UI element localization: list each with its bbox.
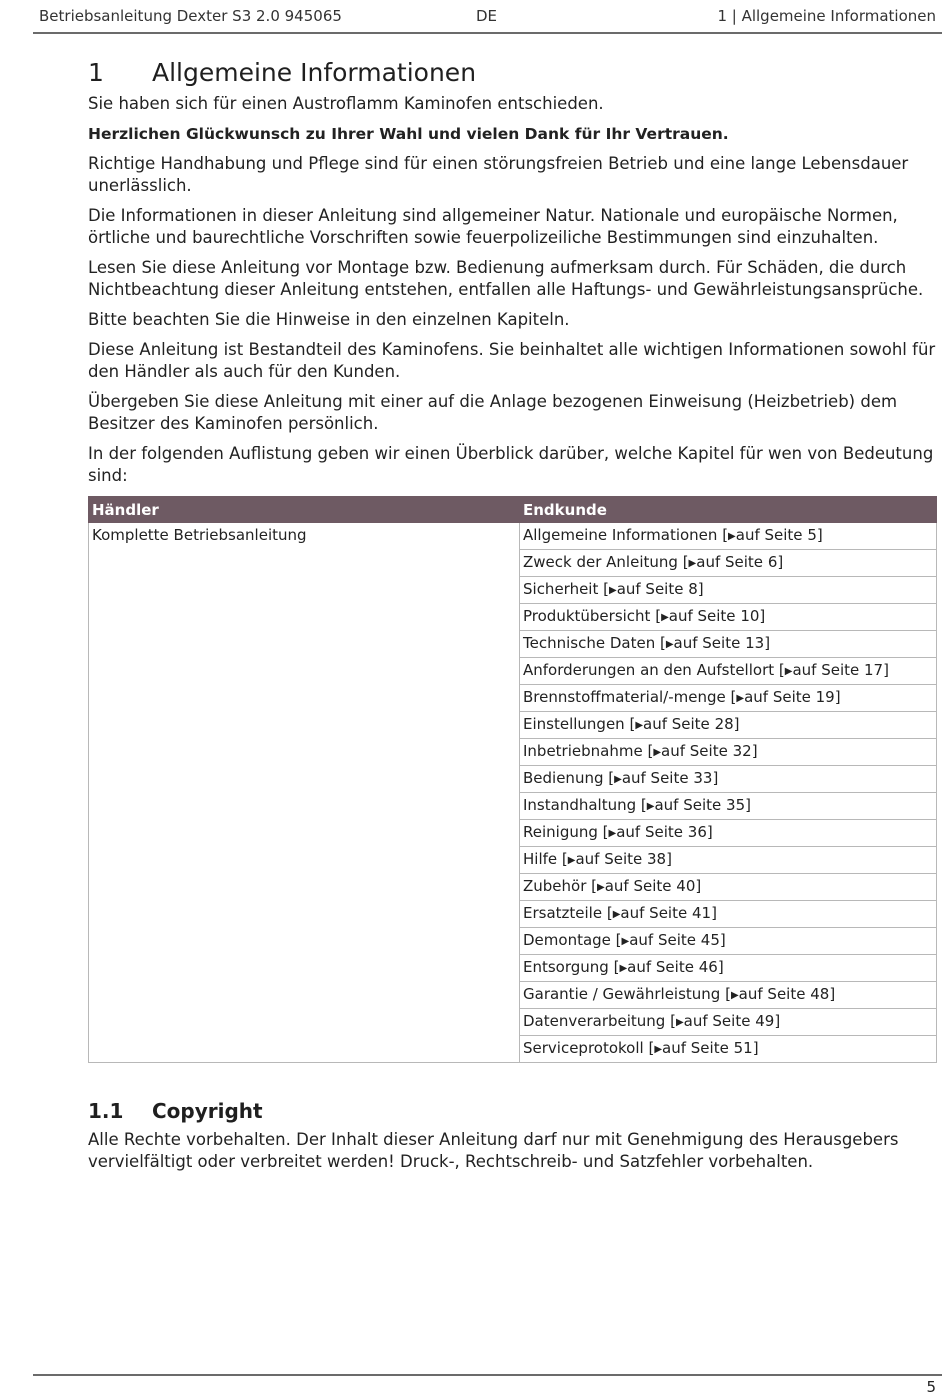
table-row — [89, 523, 937, 550]
bracket-close: ] — [695, 877, 702, 895]
chapter-reference[interactable] — [520, 577, 937, 604]
dealer-cell: Komplette Betriebsanleitung — [89, 523, 520, 1063]
page-ref-prefix: auf Seite — [616, 580, 684, 598]
chapter-name: Hilfe — [523, 850, 558, 868]
page-ref-prefix: auf Seite — [620, 904, 688, 922]
page-ref-prefix: auf Seite — [604, 877, 672, 895]
page-ref-number: 46 — [698, 958, 718, 976]
bracket-open: [ — [610, 931, 622, 949]
read-paragraph: Lesen Sie diese Anleitung vor Montage bzw. Bedienung aufmerksam durch. Für Schäden, die durch Nichtbeachtung dieser Anleitung entstehen, entfallen alle Haftungs- und Gewährleistungsansprüche. — [88, 258, 924, 299]
chapter-name: Reinigung — [523, 823, 598, 841]
link-arrow-icon: ▶ — [665, 639, 674, 650]
page-ref-prefix: auf Seite — [662, 1039, 729, 1057]
link-arrow-icon: ▶ — [784, 666, 793, 677]
page-ref-prefix: auf Seite — [654, 796, 722, 814]
page-ref-prefix: auf Seite — [683, 1012, 751, 1030]
page-ref-prefix: auf Seite — [621, 769, 689, 787]
chapter-reference[interactable] — [520, 658, 937, 685]
subsection-title: Copyright — [152, 1099, 263, 1123]
bracket-close: ] — [719, 931, 726, 949]
page-ref-number: 41 — [691, 904, 712, 922]
bracket-open: [ — [720, 985, 731, 1003]
link-arrow-icon: ▶ — [646, 801, 655, 812]
chapter-reference[interactable] — [520, 847, 937, 874]
link-arrow-icon: ▶ — [597, 882, 605, 893]
bracket-close: ] — [774, 1012, 781, 1030]
bracket-open: [ — [597, 823, 609, 841]
bracket-close: ] — [733, 715, 740, 733]
bracket-close: ] — [697, 580, 704, 598]
section-title: Allgemeine Informationen — [152, 58, 477, 87]
page-ref-number: 45 — [700, 931, 720, 949]
page-ref-prefix: auf Seite — [735, 526, 803, 544]
column-header-customer: Endkunde — [520, 497, 937, 523]
bracket-open: [ — [603, 769, 615, 787]
page-ref-number: 49 — [755, 1012, 775, 1030]
bracket-open: [ — [636, 796, 647, 814]
bracket-close: ] — [666, 850, 672, 868]
page-ref-prefix: auf Seite — [668, 607, 736, 625]
chapter-reference[interactable] — [520, 739, 937, 766]
section-number: 1 — [88, 58, 104, 87]
link-arrow-icon: ▶ — [675, 1017, 684, 1028]
bracket-close: ] — [834, 688, 841, 706]
bracket-close: ] — [752, 1039, 759, 1057]
chapter-name: Instandhaltung — [523, 796, 637, 814]
link-arrow-icon: ▶ — [736, 693, 745, 704]
page-header — [33, 0, 942, 34]
notes-paragraph: Bitte beachten Sie die Hinweise in den einzelnen Kapiteln. — [88, 310, 570, 329]
page-ref-prefix: auf Seite — [673, 634, 741, 652]
bracket-close: ] — [764, 634, 771, 652]
bracket-open: [ — [608, 958, 620, 976]
bracket-close: ] — [711, 904, 717, 922]
chapter-name: Technische Daten — [523, 634, 656, 652]
bracket-open: [ — [774, 661, 785, 679]
page-ref-number: 35 — [726, 796, 746, 814]
page-ref-prefix: auf Seite — [792, 661, 860, 679]
bracket-close: ] — [745, 796, 751, 814]
link-arrow-icon: ▶ — [730, 990, 739, 1001]
norms-paragraph: Die Informationen in dieser Anleitung sind allgemeiner Natur. Nationale und europäische Normen, örtliche und baurechtliche Vorschriften sowie feuerpolizeiliche Bestimmungen sind einzuhalten. — [88, 206, 898, 247]
bracket-close: ] — [777, 553, 784, 571]
page-ref-number: 48 — [810, 985, 830, 1003]
overview-paragraph: In der folgenden Auflistung geben wir einen Überblick darüber, welche Kapitel für wen von Bedeutung sind: — [88, 444, 934, 485]
chapter-name: Zubehör — [523, 877, 587, 895]
page-ref-number: 28 — [714, 715, 734, 733]
link-arrow-icon: ▶ — [635, 720, 644, 731]
bracket-close: ] — [706, 823, 713, 841]
bracket-open: [ — [650, 607, 662, 625]
link-arrow-icon: ▶ — [567, 855, 576, 866]
chapter-name: Serviceprotokoll — [523, 1039, 644, 1057]
chapter-reference[interactable] — [520, 604, 937, 631]
chapter-reference[interactable] — [520, 955, 937, 982]
bracket-open: [ — [717, 526, 729, 544]
page-ref-number: 6 — [767, 553, 778, 571]
bracket-close: ] — [816, 526, 823, 544]
section-heading — [88, 58, 938, 87]
bracket-open: [ — [598, 580, 609, 598]
chapter-reference[interactable] — [520, 685, 937, 712]
page-ref-number: 5 — [807, 526, 817, 544]
chapter-reference[interactable] — [520, 901, 937, 928]
chapter-reference[interactable] — [520, 982, 937, 1009]
header-chapter: 1 | Allgemeine Informationen — [717, 7, 936, 25]
chapter-name: Anforderungen an den Aufstellort — [523, 661, 775, 679]
chapter-reference[interactable] — [520, 712, 937, 739]
care-paragraph: Richtige Handhabung und Pflege sind für einen störungsfreien Betrieb und eine lange Lebensdauer unerlässlich. — [88, 154, 909, 195]
chapter-name: Demontage — [523, 931, 611, 949]
page-ref-prefix: auf Seite — [661, 742, 728, 760]
column-header-dealer: Händler — [89, 497, 520, 523]
link-arrow-icon: ▶ — [654, 1044, 663, 1055]
bracket-open: [ — [643, 1039, 655, 1057]
link-arrow-icon: ▶ — [728, 531, 736, 542]
page-ref-prefix: auf Seite — [643, 715, 710, 733]
chapter-name: Produktübersicht — [523, 607, 651, 625]
chapter-name: Datenverarbeitung — [523, 1012, 666, 1030]
chapter-table — [88, 496, 937, 1063]
bracket-close: ] — [712, 769, 719, 787]
chapter-name: Brennstoffmaterial/-menge — [523, 688, 726, 706]
link-arrow-icon: ▶ — [608, 585, 617, 596]
page-content — [88, 58, 938, 1181]
bracket-open: [ — [602, 904, 613, 922]
chapter-name: Garantie / Gewährleistung — [523, 985, 721, 1003]
table-header-row — [89, 497, 937, 523]
link-arrow-icon: ▶ — [619, 963, 628, 974]
chapter-reference[interactable] — [520, 1036, 937, 1063]
chapter-reference[interactable] — [520, 928, 937, 955]
bracket-close: ] — [759, 607, 766, 625]
bracket-open: [ — [655, 634, 666, 652]
page-ref-number: 13 — [745, 634, 765, 652]
page-ref-number: 32 — [732, 742, 752, 760]
page-ref-number: 51 — [733, 1039, 753, 1057]
link-arrow-icon: ▶ — [612, 909, 621, 920]
chapter-name: Allgemeine Informationen — [523, 526, 718, 544]
link-arrow-icon: ▶ — [614, 774, 622, 785]
page-ref-prefix: auf Seite — [744, 688, 811, 706]
handover-paragraph: Übergeben Sie diese Anleitung mit einer auf die Anlage bezogenen Einweisung (Heizbetrieb) dem Besitzer des Kaminofen persönlich. — [88, 392, 898, 433]
link-arrow-icon: ▶ — [688, 558, 697, 569]
chapter-reference[interactable] — [520, 874, 937, 901]
page-ref-prefix: auf Seite — [627, 958, 694, 976]
page-ref-prefix: auf Seite — [629, 931, 697, 949]
page-ref-number: 10 — [740, 607, 760, 625]
chapter-name: Entsorgung — [523, 958, 609, 976]
chapter-reference[interactable] — [520, 793, 937, 820]
bracket-open: [ — [624, 715, 636, 733]
link-arrow-icon: ▶ — [621, 936, 630, 947]
bracket-close: ] — [751, 742, 758, 760]
page-ref-number: 33 — [693, 769, 713, 787]
link-arrow-icon: ▶ — [653, 747, 662, 758]
chapter-reference[interactable] — [520, 523, 937, 550]
subsection-number: 1.1 — [88, 1099, 124, 1123]
bracket-close: ] — [829, 985, 836, 1003]
chapter-reference[interactable] — [520, 1009, 937, 1036]
congratulation-paragraph: Herzlichen Glückwunsch zu Ihrer Wahl und vielen Dank für Ihr Vertrauen. — [88, 125, 729, 143]
copyright-paragraph: Alle Rechte vorbehalten. Der Inhalt dieser Anleitung darf nur mit Genehmigung des Herausgebers vervielfältigt oder verbreitet werden! Druck-, Rechtschreib- und Satzfehler vorbehalten. — [88, 1130, 899, 1171]
bracket-close: ] — [717, 958, 724, 976]
chapter-reference[interactable] — [520, 631, 937, 658]
page-ref-number: 40 — [676, 877, 696, 895]
bracket-open: [ — [586, 877, 598, 895]
page-ref-number: 8 — [688, 580, 698, 598]
bracket-close: ] — [883, 661, 889, 679]
chapter-name: Inbetriebnahme — [523, 742, 643, 760]
chapter-name: Sicherheit — [523, 580, 599, 598]
page-ref-number: 19 — [815, 688, 835, 706]
page-ref-prefix: auf Seite — [616, 823, 683, 841]
page-ref-prefix: auf Seite — [696, 553, 764, 571]
intro-paragraph: Sie haben sich für einen Austroflamm Kaminofen entschieden. — [88, 94, 604, 113]
link-arrow-icon: ▶ — [661, 612, 669, 623]
page-number: 5 — [926, 1378, 936, 1396]
page-ref-prefix: auf Seite — [575, 850, 643, 868]
chapter-name: Einstellungen — [523, 715, 625, 733]
page-ref-prefix: auf Seite — [738, 985, 806, 1003]
link-arrow-icon: ▶ — [608, 828, 617, 839]
chapter-name: Bedienung — [523, 769, 604, 787]
page-ref-number: 36 — [687, 823, 707, 841]
chapter-name: Ersatzteile — [523, 904, 603, 922]
page-ref-number: 17 — [864, 661, 884, 679]
bracket-open: [ — [665, 1012, 676, 1030]
component-paragraph: Diese Anleitung ist Bestandteil des Kaminofens. Sie beinhaltet alle wichtigen Informationen sowohl für den Händler als auch für den Kunden. — [88, 340, 936, 381]
chapter-reference[interactable] — [520, 550, 937, 577]
bracket-open: [ — [725, 688, 737, 706]
chapter-name: Zweck der Anleitung — [523, 553, 678, 571]
subsection-heading — [88, 1099, 938, 1123]
bracket-open: [ — [557, 850, 568, 868]
chapter-reference[interactable] — [520, 820, 937, 847]
chapter-reference[interactable] — [520, 766, 937, 793]
header-language: DE — [476, 7, 498, 25]
header-document-title: Betriebsanleitung Dexter S3 2.0 945065 — [39, 7, 342, 25]
page-ref-number: 38 — [647, 850, 667, 868]
bracket-open: [ — [642, 742, 654, 760]
bracket-open: [ — [677, 553, 689, 571]
footer-divider — [33, 1374, 942, 1376]
